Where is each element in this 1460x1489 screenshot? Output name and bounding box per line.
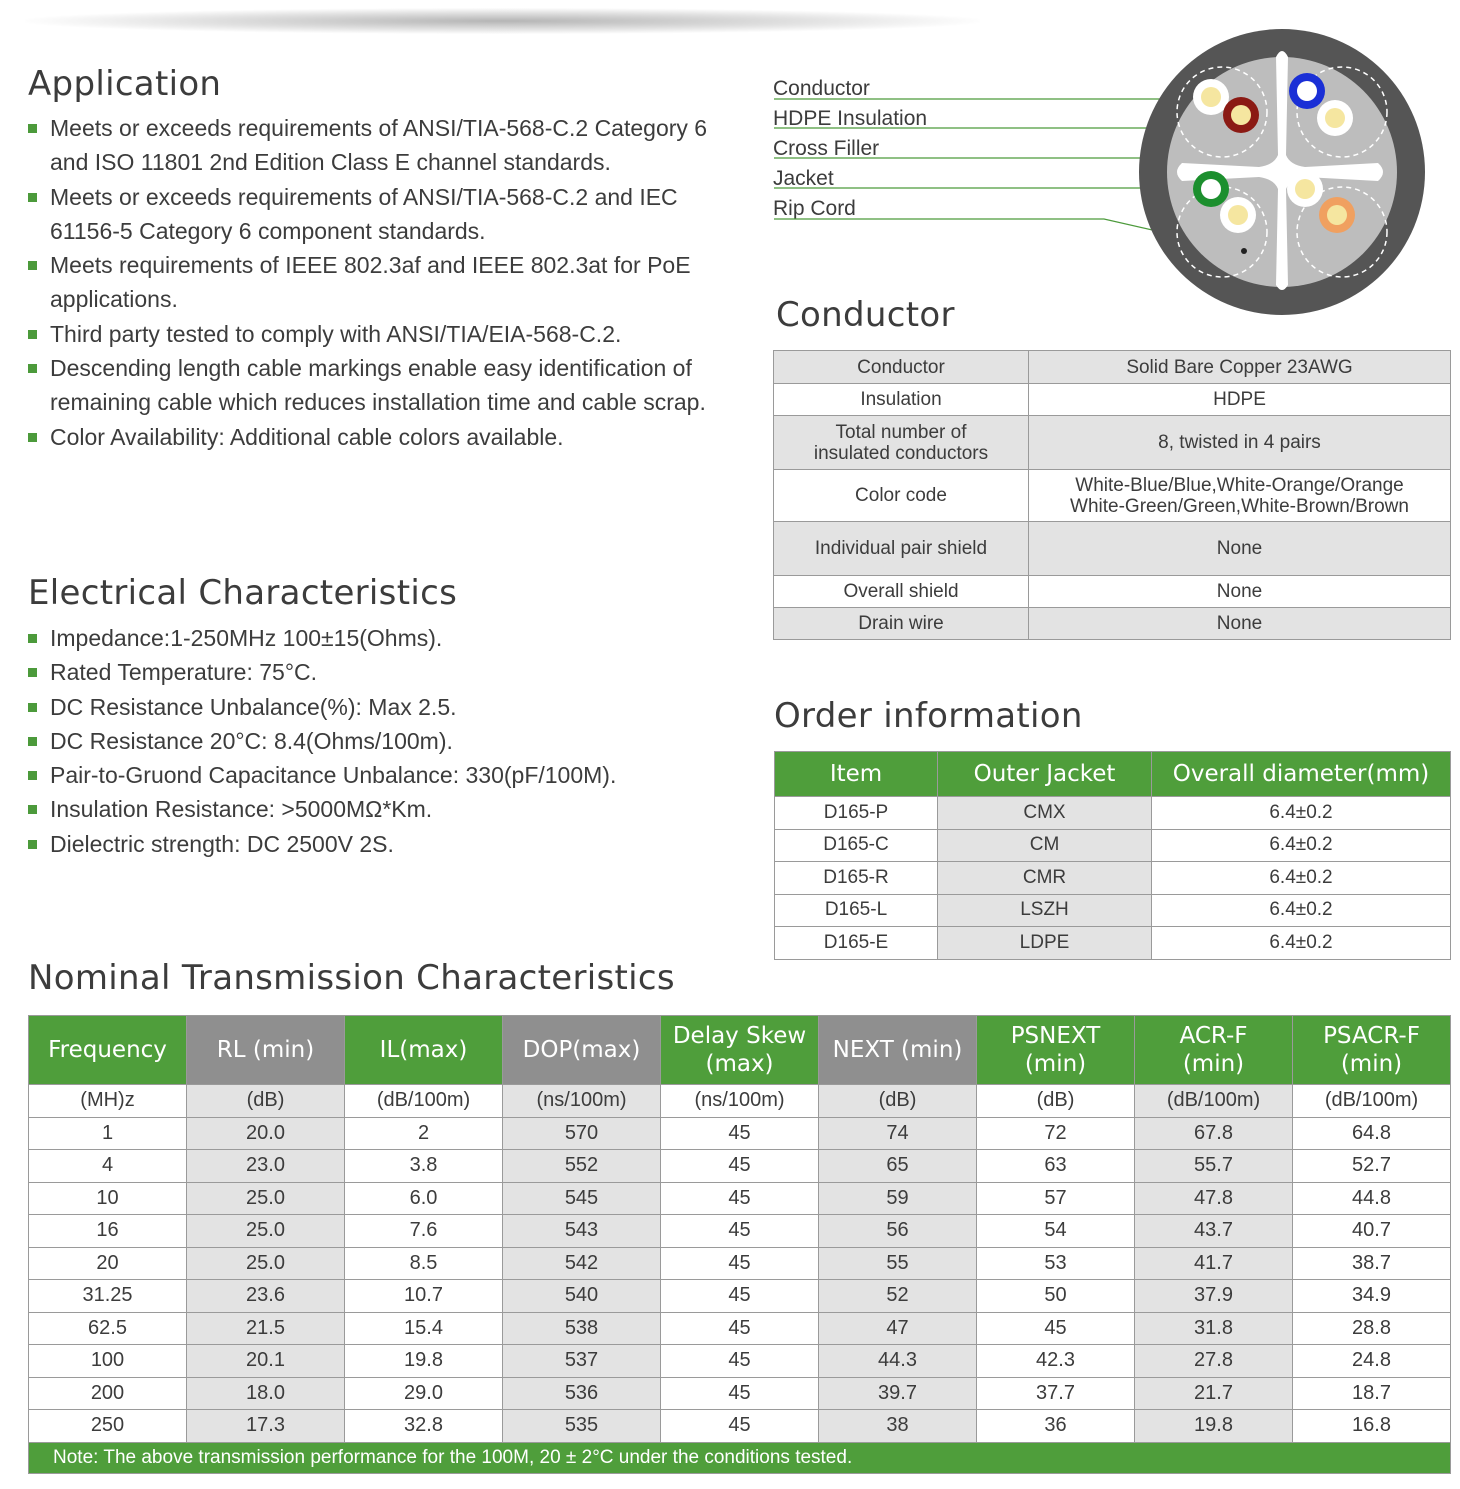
transmission-table bbox=[28, 1015, 1451, 1474]
order-row bbox=[775, 862, 1451, 895]
application-item: Descending length cable markings enable easy identification of remaining cable which reduces installation time and cable scrap. bbox=[28, 351, 738, 420]
transmission-row bbox=[29, 1117, 1451, 1150]
order-row bbox=[775, 927, 1451, 960]
conductor-label-cell: Individual pair shield bbox=[774, 522, 1029, 576]
application-title: Application bbox=[28, 64, 222, 104]
transmission-cell: 37.7 bbox=[977, 1377, 1135, 1410]
transmission-cell: 543 bbox=[503, 1215, 661, 1248]
transmission-cell: 45 bbox=[977, 1312, 1135, 1345]
transmission-cell: 37.9 bbox=[1135, 1280, 1293, 1313]
order-header-cell: Overall diameter(mm) bbox=[1152, 752, 1451, 797]
transmission-cell: 59 bbox=[819, 1182, 977, 1215]
transmission-cell: 20 bbox=[29, 1247, 187, 1280]
transmission-cell: 57 bbox=[977, 1182, 1135, 1215]
label-hdpe-insulation: HDPE Insulation bbox=[773, 107, 928, 130]
transmission-cell: 45 bbox=[661, 1117, 819, 1150]
transmission-cell: 72 bbox=[977, 1117, 1135, 1150]
transmission-cell: 47 bbox=[819, 1312, 977, 1345]
application-item: Meets or exceeds requirements of ANSI/TIA-568-C.2 Category 6 and ISO 11801 2nd Edition Class E channel standards. bbox=[28, 111, 738, 180]
transmission-cell: 45 bbox=[661, 1247, 819, 1280]
transmission-cell: 3.8 bbox=[345, 1150, 503, 1183]
transmission-cell: 38 bbox=[819, 1410, 977, 1443]
transmission-cell: 20.0 bbox=[187, 1117, 345, 1150]
conductor-label-cell: Conductor bbox=[774, 351, 1029, 384]
transmission-cell: 53 bbox=[977, 1247, 1135, 1280]
electrical-item: Rated Temperature: 75°C. bbox=[28, 655, 748, 689]
conductor-label-cell: Overall shield bbox=[774, 576, 1029, 608]
transmission-cell: 40.7 bbox=[1293, 1215, 1451, 1248]
order-cell: LSZH bbox=[938, 894, 1152, 927]
electrical-item: Dielectric strength: DC 2500V 2S. bbox=[28, 827, 748, 861]
transmission-cell: 538 bbox=[503, 1312, 661, 1345]
transmission-cell: 45 bbox=[661, 1345, 819, 1378]
conductor-row bbox=[774, 576, 1451, 608]
transmission-row bbox=[29, 1312, 1451, 1345]
transmission-cell: 45 bbox=[661, 1150, 819, 1183]
order-cell: LDPE bbox=[938, 927, 1152, 960]
transmission-header-cell: IL(max) bbox=[345, 1016, 503, 1085]
transmission-unit-row bbox=[29, 1085, 1451, 1118]
transmission-header-cell: Frequency bbox=[29, 1016, 187, 1085]
order-row bbox=[775, 829, 1451, 862]
transmission-note: Note: The above transmission performance for the 100M, 20 ± 2°C under the conditions tested. bbox=[29, 1442, 1451, 1473]
order-cell: CMX bbox=[938, 797, 1152, 830]
transmission-cell: 25.0 bbox=[187, 1215, 345, 1248]
electrical-item: DC Resistance Unbalance(%): Max 2.5. bbox=[28, 690, 748, 724]
conductor-row bbox=[774, 470, 1451, 522]
transmission-cell: 23.0 bbox=[187, 1150, 345, 1183]
transmission-unit-cell: (ns/100m) bbox=[661, 1085, 819, 1118]
transmission-cell: 56 bbox=[819, 1215, 977, 1248]
transmission-unit-cell: (MH)z bbox=[29, 1085, 187, 1118]
transmission-cell: 63 bbox=[977, 1150, 1135, 1183]
transmission-cell: 54 bbox=[977, 1215, 1135, 1248]
transmission-cell: 20.1 bbox=[187, 1345, 345, 1378]
conductor-value-cell: None bbox=[1029, 576, 1451, 608]
conductor-row bbox=[774, 384, 1451, 416]
transmission-cell: 25.0 bbox=[187, 1247, 345, 1280]
transmission-unit-cell: (ns/100m) bbox=[503, 1085, 661, 1118]
transmission-cell: 23.6 bbox=[187, 1280, 345, 1313]
conductor-value-cell: Solid Bare Copper 23AWG bbox=[1029, 351, 1451, 384]
application-item: Meets or exceeds requirements of ANSI/TIA-568-C.2 and IEC 61156-5 Category 6 component standards. bbox=[28, 180, 738, 249]
conductor-label-cell: Insulation bbox=[774, 384, 1029, 416]
transmission-row bbox=[29, 1345, 1451, 1378]
transmission-cell: 6.0 bbox=[345, 1182, 503, 1215]
transmission-unit-cell: (dB/100m) bbox=[345, 1085, 503, 1118]
application-item: Color Availability: Additional cable colors available. bbox=[28, 420, 738, 454]
transmission-cell: 50 bbox=[977, 1280, 1135, 1313]
rip-cord bbox=[1241, 248, 1247, 254]
transmission-header-cell: PSNEXT (min) bbox=[977, 1016, 1135, 1085]
cable-cross-section-diagram bbox=[770, 15, 1440, 315]
transmission-cell: 552 bbox=[503, 1150, 661, 1183]
label-cross-filler: Cross Filler bbox=[773, 137, 880, 160]
transmission-cell: 31.25 bbox=[29, 1280, 187, 1313]
application-item: Third party tested to comply with ANSI/TIA/EIA-568-C.2. bbox=[28, 317, 738, 351]
transmission-cell: 18.7 bbox=[1293, 1377, 1451, 1410]
transmission-cell: 19.8 bbox=[1135, 1410, 1293, 1443]
conductor-value-cell: None bbox=[1029, 608, 1451, 640]
transmission-cell: 545 bbox=[503, 1182, 661, 1215]
conductor-row bbox=[774, 351, 1451, 384]
application-list bbox=[28, 111, 738, 454]
transmission-unit-cell: (dB) bbox=[819, 1085, 977, 1118]
transmission-cell: 27.8 bbox=[1135, 1345, 1293, 1378]
transmission-cell: 62.5 bbox=[29, 1312, 187, 1345]
transmission-cell: 52.7 bbox=[1293, 1150, 1451, 1183]
application-item: Meets requirements of IEEE 802.3af and IEEE 802.3at for PoE applications. bbox=[28, 248, 738, 317]
transmission-header-cell: DOP(max) bbox=[503, 1016, 661, 1085]
label-conductor: Conductor bbox=[773, 77, 870, 100]
transmission-cell: 38.7 bbox=[1293, 1247, 1451, 1280]
transmission-cell: 17.3 bbox=[187, 1410, 345, 1443]
transmission-cell: 200 bbox=[29, 1377, 187, 1410]
transmission-cell: 41.7 bbox=[1135, 1247, 1293, 1280]
transmission-cell: 29.0 bbox=[345, 1377, 503, 1410]
order-cell: D165-L bbox=[775, 894, 938, 927]
conductor-label-cell: Color code bbox=[774, 470, 1029, 522]
transmission-cell: 45 bbox=[661, 1410, 819, 1443]
order-table bbox=[774, 751, 1451, 960]
order-cell: 6.4±0.2 bbox=[1152, 862, 1451, 895]
transmission-cell: 44.8 bbox=[1293, 1182, 1451, 1215]
transmission-row bbox=[29, 1280, 1451, 1313]
transmission-cell: 7.6 bbox=[345, 1215, 503, 1248]
transmission-cell: 536 bbox=[503, 1377, 661, 1410]
conductor-title: Conductor bbox=[776, 295, 955, 335]
transmission-cell: 10.7 bbox=[345, 1280, 503, 1313]
transmission-cell: 39.7 bbox=[819, 1377, 977, 1410]
transmission-row bbox=[29, 1377, 1451, 1410]
transmission-cell: 47.8 bbox=[1135, 1182, 1293, 1215]
order-cell: D165-P bbox=[775, 797, 938, 830]
transmission-cell: 4 bbox=[29, 1150, 187, 1183]
order-cell: D165-R bbox=[775, 862, 938, 895]
transmission-cell: 55.7 bbox=[1135, 1150, 1293, 1183]
transmission-title: Nominal Transmission Characteristics bbox=[28, 958, 675, 998]
electrical-item: Insulation Resistance: >5000MΩ*Km. bbox=[28, 792, 748, 826]
transmission-cell: 8.5 bbox=[345, 1247, 503, 1280]
transmission-row bbox=[29, 1150, 1451, 1183]
transmission-cell: 45 bbox=[661, 1312, 819, 1345]
transmission-row bbox=[29, 1247, 1451, 1280]
order-cell: 6.4±0.2 bbox=[1152, 829, 1451, 862]
label-jacket: Jacket bbox=[773, 167, 834, 190]
transmission-unit-cell: (dB/100m) bbox=[1135, 1085, 1293, 1118]
conductor-row bbox=[774, 522, 1451, 576]
electrical-item: DC Resistance 20°C: 8.4(Ohms/100m). bbox=[28, 724, 748, 758]
conductor-label-cell: Total number of insulated conductors bbox=[774, 416, 1029, 470]
transmission-cell: 42.3 bbox=[977, 1345, 1135, 1378]
transmission-cell: 45 bbox=[661, 1182, 819, 1215]
order-cell: 6.4±0.2 bbox=[1152, 894, 1451, 927]
transmission-unit-cell: (dB) bbox=[977, 1085, 1135, 1118]
order-header-cell: Outer Jacket bbox=[938, 752, 1152, 797]
transmission-cell: 16 bbox=[29, 1215, 187, 1248]
conductor-value-cell: 8, twisted in 4 pairs bbox=[1029, 416, 1451, 470]
transmission-unit-cell: (dB/100m) bbox=[1293, 1085, 1451, 1118]
order-cell: D165-C bbox=[775, 829, 938, 862]
electrical-list bbox=[28, 621, 748, 861]
transmission-cell: 100 bbox=[29, 1345, 187, 1378]
electrical-item: Impedance:1-250MHz 100±15(Ohms). bbox=[28, 621, 748, 655]
transmission-cell: 34.9 bbox=[1293, 1280, 1451, 1313]
order-cell: 6.4±0.2 bbox=[1152, 797, 1451, 830]
order-cell: 6.4±0.2 bbox=[1152, 927, 1451, 960]
transmission-cell: 542 bbox=[503, 1247, 661, 1280]
conductor-row bbox=[774, 608, 1451, 640]
transmission-cell: 32.8 bbox=[345, 1410, 503, 1443]
transmission-row bbox=[29, 1182, 1451, 1215]
order-cell: D165-E bbox=[775, 927, 938, 960]
transmission-cell: 36 bbox=[977, 1410, 1135, 1443]
transmission-cell: 15.4 bbox=[345, 1312, 503, 1345]
transmission-cell: 24.8 bbox=[1293, 1345, 1451, 1378]
order-header-cell: Item bbox=[775, 752, 938, 797]
transmission-cell: 535 bbox=[503, 1410, 661, 1443]
transmission-cell: 67.8 bbox=[1135, 1117, 1293, 1150]
transmission-cell: 64.8 bbox=[1293, 1117, 1451, 1150]
order-row bbox=[775, 894, 1451, 927]
conductor-label-cell: Drain wire bbox=[774, 608, 1029, 640]
conductor-value-cell: HDPE bbox=[1029, 384, 1451, 416]
transmission-header-cell: RL (min) bbox=[187, 1016, 345, 1085]
transmission-cell: 45 bbox=[661, 1377, 819, 1410]
order-cell: CMR bbox=[938, 862, 1152, 895]
transmission-cell: 16.8 bbox=[1293, 1410, 1451, 1443]
transmission-cell: 21.5 bbox=[187, 1312, 345, 1345]
transmission-cell: 10 bbox=[29, 1182, 187, 1215]
transmission-cell: 55 bbox=[819, 1247, 977, 1280]
conductor-value-cell: White-Blue/Blue,White-Orange/Orange White-Green/Green,White-Brown/Brown bbox=[1029, 470, 1451, 522]
conductor-table bbox=[773, 350, 1451, 640]
transmission-cell: 65 bbox=[819, 1150, 977, 1183]
transmission-cell: 31.8 bbox=[1135, 1312, 1293, 1345]
transmission-row bbox=[29, 1410, 1451, 1443]
transmission-header-cell: PSACR-F (min) bbox=[1293, 1016, 1451, 1085]
transmission-cell: 74 bbox=[819, 1117, 977, 1150]
conductor-value-cell: None bbox=[1029, 522, 1451, 576]
order-row bbox=[775, 797, 1451, 830]
transmission-cell: 45 bbox=[661, 1280, 819, 1313]
transmission-cell: 45 bbox=[661, 1215, 819, 1248]
transmission-cell: 21.7 bbox=[1135, 1377, 1293, 1410]
transmission-cell: 25.0 bbox=[187, 1182, 345, 1215]
transmission-cell: 1 bbox=[29, 1117, 187, 1150]
transmission-header-cell: NEXT (min) bbox=[819, 1016, 977, 1085]
transmission-header-cell: Delay Skew (max) bbox=[661, 1016, 819, 1085]
transmission-cell: 28.8 bbox=[1293, 1312, 1451, 1345]
transmission-cell: 570 bbox=[503, 1117, 661, 1150]
transmission-cell: 250 bbox=[29, 1410, 187, 1443]
label-rip-cord: Rip Cord bbox=[773, 197, 856, 220]
transmission-cell: 18.0 bbox=[187, 1377, 345, 1410]
transmission-unit-cell: (dB) bbox=[187, 1085, 345, 1118]
transmission-cell: 19.8 bbox=[345, 1345, 503, 1378]
transmission-cell: 43.7 bbox=[1135, 1215, 1293, 1248]
conductor-row bbox=[774, 416, 1451, 470]
transmission-row bbox=[29, 1215, 1451, 1248]
transmission-header-cell: ACR-F (min) bbox=[1135, 1016, 1293, 1085]
transmission-note-row bbox=[29, 1442, 1451, 1473]
order-cell: CM bbox=[938, 829, 1152, 862]
transmission-cell: 537 bbox=[503, 1345, 661, 1378]
transmission-cell: 2 bbox=[345, 1117, 503, 1150]
transmission-cell: 52 bbox=[819, 1280, 977, 1313]
electrical-title: Electrical Characteristics bbox=[28, 573, 458, 613]
transmission-cell: 44.3 bbox=[819, 1345, 977, 1378]
electrical-item: Pair-to-Gruond Capacitance Unbalance: 330(pF/100M). bbox=[28, 758, 748, 792]
transmission-cell: 540 bbox=[503, 1280, 661, 1313]
order-title: Order information bbox=[774, 696, 1083, 736]
